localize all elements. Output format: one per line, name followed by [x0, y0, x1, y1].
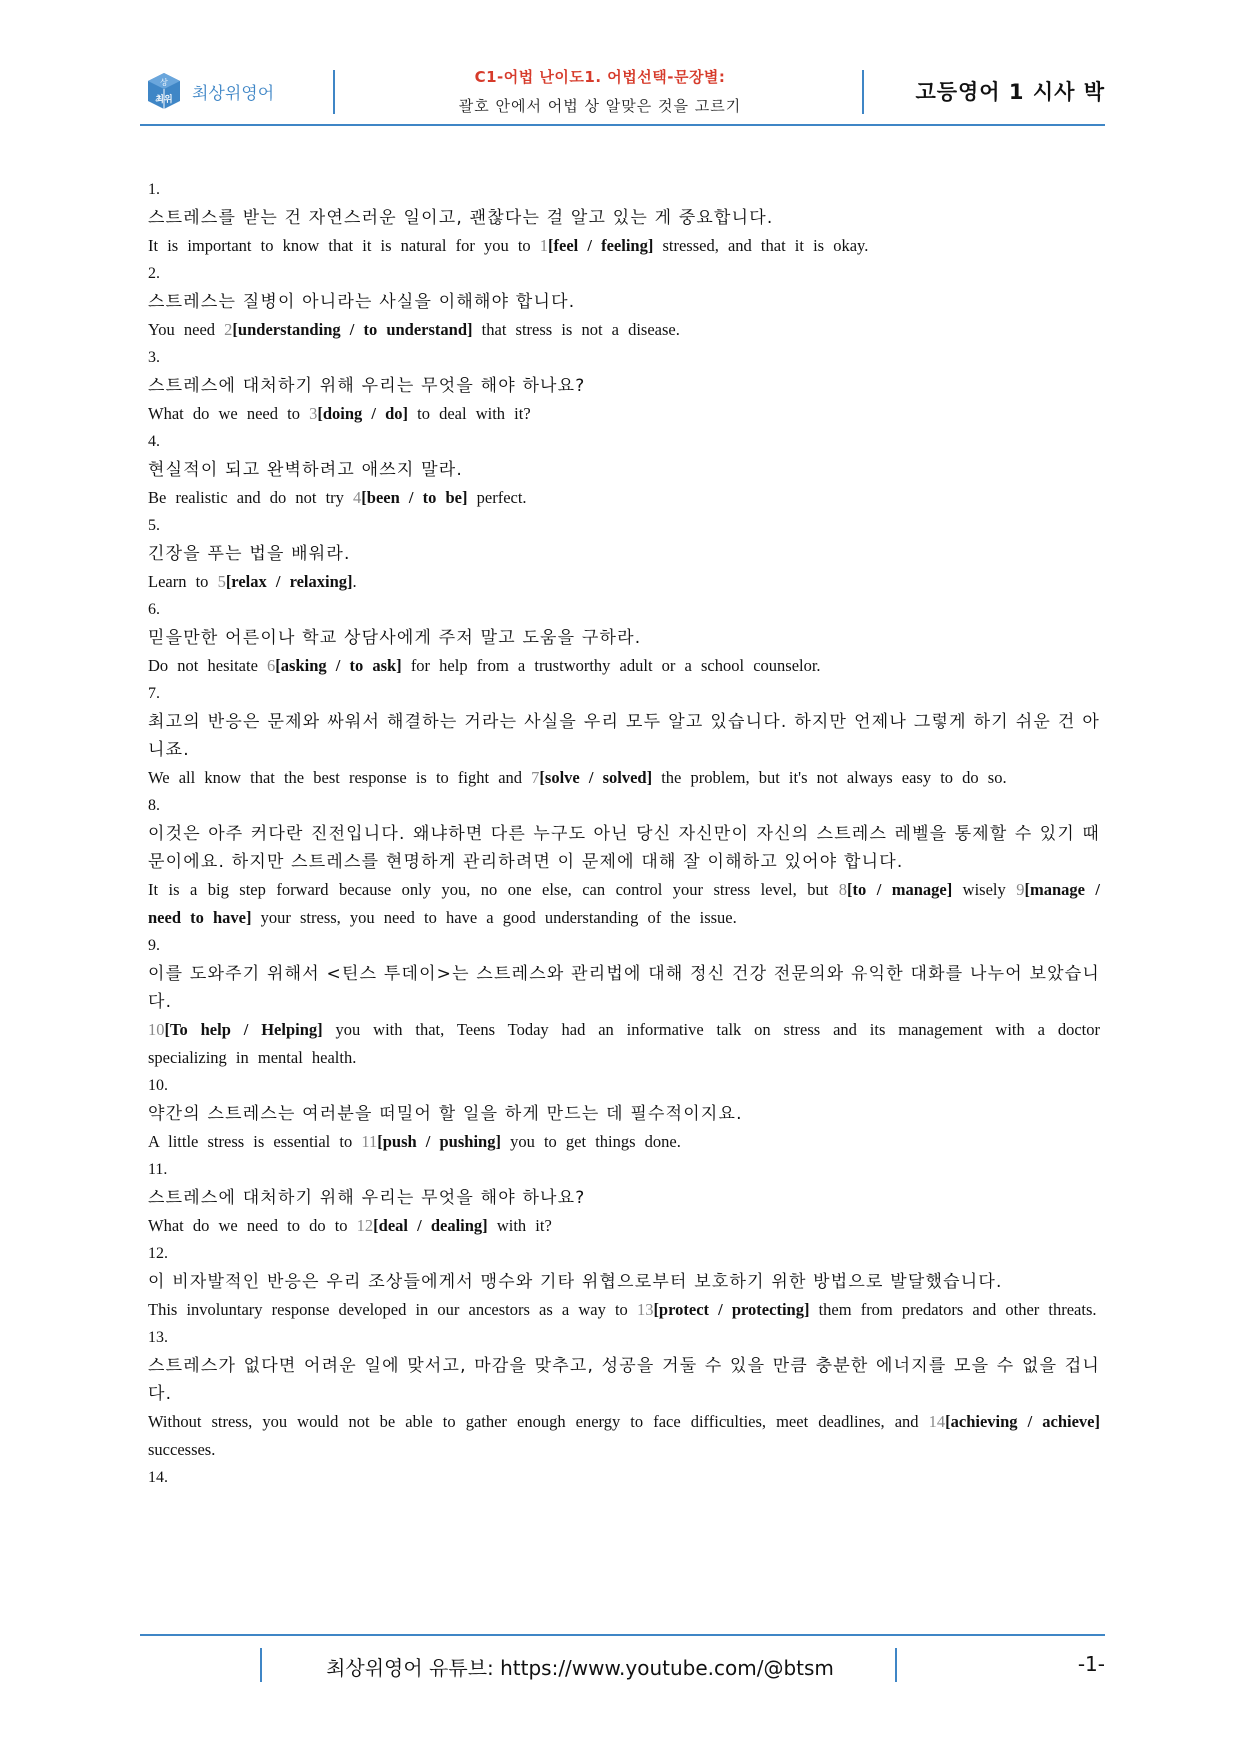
sentence-text: We all know that the best response is to fight and — [148, 768, 532, 787]
sentence-text: It is important to know that it is natural for you to — [148, 236, 540, 255]
header-divider — [862, 70, 864, 114]
question-number: 6. — [148, 601, 160, 618]
english-sentence — [148, 1212, 1100, 1240]
sentence-text: Be realistic and do not try — [148, 488, 354, 507]
english-sentence — [148, 568, 1100, 596]
footer-divider — [260, 1648, 262, 1682]
question-item — [148, 176, 1100, 260]
english-sentence — [148, 764, 1100, 792]
grammar-choice: [deal / dealing] — [373, 1216, 488, 1235]
blank-number: 3 — [309, 404, 318, 423]
grammar-choice: [asking / to ask] — [275, 656, 402, 675]
question-item — [148, 596, 1100, 680]
question-number: 8. — [148, 797, 160, 814]
cube-logo-icon — [146, 72, 182, 110]
question-list — [148, 176, 1100, 1492]
english-sentence — [148, 316, 1100, 344]
logo-text: 최상위영어 — [192, 83, 275, 104]
english-sentence — [148, 1016, 1100, 1072]
sentence-text: stressed, and that it is okay. — [653, 236, 869, 255]
blank-number: 11 — [361, 1132, 378, 1151]
english-sentence — [148, 400, 1100, 428]
page-number: -1- — [1077, 1652, 1105, 1676]
question-item — [148, 680, 1100, 792]
sentence-text: you to get things done. — [500, 1132, 681, 1151]
grammar-choice: [to / manage] — [847, 880, 953, 899]
blank-number: 14 — [928, 1412, 946, 1431]
grammar-choice: [relax / relaxing] — [225, 572, 353, 591]
korean-sentence: 믿을만한 어른이나 학교 상담사에게 주저 말고 도움을 구하라. — [148, 628, 642, 648]
grammar-choice: [protect / protecting] — [653, 1300, 810, 1319]
blank-number: 10 — [148, 1020, 165, 1039]
sentence-text: you with that, Teens Today had an informative talk on stress and its management with a doctor specializing in mental health. — [148, 1020, 1100, 1067]
question-item — [148, 512, 1100, 596]
grammar-choice: [been / to be] — [361, 488, 468, 507]
grammar-choice: [To help / Helping] — [164, 1020, 323, 1039]
question-number: 11. — [148, 1161, 168, 1178]
sentence-text: successes. — [148, 1440, 216, 1459]
korean-sentence: 현실적이 되고 완벽하려고 애쓰지 말라. — [148, 460, 463, 480]
sentence-text: the problem, but it's not always easy to do so. — [652, 768, 1007, 787]
english-sentence — [148, 652, 1100, 680]
question-item — [148, 792, 1100, 932]
blank-number: 12 — [356, 1216, 374, 1235]
question-item — [148, 1156, 1100, 1240]
header-rule — [140, 124, 1105, 126]
grammar-choice: [understanding / to understand] — [232, 320, 473, 339]
blank-number: 6 — [267, 656, 276, 675]
question-number: 4. — [148, 433, 160, 450]
sentence-text: wisely — [952, 880, 1017, 899]
korean-sentence: 스트레스를 받는 건 자연스러운 일이고, 괜찮다는 걸 알고 있는 게 중요합니다. — [148, 208, 774, 228]
english-sentence — [148, 1128, 1100, 1156]
grammar-choice: [achieving / achieve] — [945, 1412, 1100, 1431]
footer-rule — [140, 1634, 1105, 1636]
question-item — [148, 428, 1100, 512]
sentence-text: Do not hesitate — [148, 656, 268, 675]
korean-sentence: 스트레스가 없다면 어려운 일에 맞서고, 마감을 맞추고, 성공을 거둘 수 있을 만큼 충분한 에너지를 모을 수 없을 겁니다. — [148, 1356, 1100, 1404]
course-title: 고등영어 1 시사 박 — [915, 80, 1105, 104]
grammar-choice: [doing / do] — [317, 404, 409, 423]
grammar-choice: [solve / solved] — [539, 768, 653, 787]
korean-sentence: 스트레스는 질병이 아니라는 사실을 이해해야 합니다. — [148, 292, 576, 312]
footer-divider — [895, 1648, 897, 1682]
footer-youtube-link[interactable]: 최상위영어 유튜브: https://www.youtube.com/@btsm — [326, 1656, 834, 1680]
sentence-text: perfect. — [467, 488, 527, 507]
blank-number: 9 — [1016, 880, 1025, 899]
blank-number: 8 — [838, 880, 847, 899]
sentence-text: What do we need to do to — [148, 1216, 357, 1235]
question-item — [148, 260, 1100, 344]
grammar-choice: [feel / feeling] — [548, 236, 654, 255]
blank-number: 5 — [217, 572, 226, 591]
english-sentence — [148, 232, 1100, 260]
question-number: 9. — [148, 937, 160, 954]
korean-sentence: 최고의 반응은 문제와 싸워서 해결하는 거라는 사실을 우리 모두 알고 있습니다. 하지만 언제나 그렇게 하기 쉬운 건 아니죠. — [148, 712, 1100, 760]
korean-sentence: 스트레스에 대처하기 위해 우리는 무엇을 해야 하나요? — [148, 1188, 586, 1208]
question-number: 1. — [148, 181, 160, 198]
sentence-text: You need — [148, 320, 225, 339]
korean-sentence: 긴장을 푸는 법을 배워라. — [148, 544, 351, 564]
logo-mark-top: 상 — [160, 78, 168, 87]
sentence-text: that stress is not a disease. — [472, 320, 680, 339]
question-item — [148, 344, 1100, 428]
question-item — [148, 1240, 1100, 1324]
question-number: 7. — [148, 685, 160, 702]
sentence-text: for help from a trustworthy adult or a school counselor. — [401, 656, 821, 675]
sentence-text: What do we need to — [148, 404, 310, 423]
question-number: 12. — [148, 1245, 168, 1262]
blank-number: 1 — [539, 236, 549, 255]
sentence-text: It is a big step forward because only you, no one else, can control your stress level, but — [148, 880, 839, 899]
korean-sentence: 이를 도와주기 위해서 <틴스 투데이>는 스트레스와 관리법에 대해 정신 건강 전문의와 유익한 대화를 나누어 보았습니다. — [148, 964, 1100, 1012]
question-number: 5. — [148, 517, 160, 534]
question-number: 10. — [148, 1077, 168, 1094]
worksheet-subtitle: 괄호 안에서 어법 상 알맞은 것을 고르기 — [458, 97, 742, 115]
sentence-text: Learn to — [148, 572, 218, 591]
page-header — [0, 0, 1240, 130]
sentence-text: This involuntary response developed in our ancestors as a way to — [148, 1300, 637, 1319]
korean-sentence: 스트레스에 대처하기 위해 우리는 무엇을 해야 하나요? — [148, 376, 586, 396]
sentence-text: . — [352, 572, 357, 591]
question-number: 3. — [148, 349, 160, 366]
logo-mark-bottom: 최위 — [155, 95, 173, 105]
english-sentence — [148, 1296, 1100, 1324]
sentence-text: with it? — [487, 1216, 552, 1235]
brand-logo — [146, 72, 274, 110]
blank-number: 7 — [531, 768, 540, 787]
blank-number: 2 — [224, 320, 233, 339]
english-sentence — [148, 1408, 1100, 1464]
blank-number: 13 — [636, 1300, 654, 1319]
header-center — [345, 66, 855, 116]
sentence-text: A little stress is essential to — [148, 1132, 362, 1151]
korean-sentence: 이 비자발적인 반응은 우리 조상들에게서 맹수와 기타 위협으로부터 보호하기 위한 방법으로 발달했습니다. — [148, 1272, 1003, 1292]
worksheet-title: C1-어법 난이도1. 어법선택-문장별: — [474, 68, 726, 86]
question-number: 14. — [148, 1469, 168, 1486]
question-number: 13. — [148, 1329, 168, 1346]
grammar-choice: [manage / need to have] — [148, 880, 1100, 927]
sentence-text: to deal with it? — [408, 404, 531, 423]
blank-number: 4 — [353, 488, 362, 507]
english-sentence — [148, 876, 1100, 932]
grammar-choice: [push / pushing] — [377, 1132, 501, 1151]
header-divider — [333, 70, 335, 114]
korean-sentence: 이것은 아주 커다란 진전입니다. 왜냐하면 다른 누구도 아닌 당신 자신만이 자신의 스트레스 레벨을 통제할 수 있기 때문이에요. 하지만 스트레스를 현명하게 관리하려면 이 문제에 대해 잘 이해하고 있어야 합니다. — [148, 824, 1100, 872]
question-item — [148, 1072, 1100, 1156]
sentence-text: them from predators and other threats. — [809, 1300, 1097, 1319]
sentence-text: your stress, you need to have a good understanding of the issue. — [251, 908, 737, 927]
question-number: 2. — [148, 265, 160, 282]
sentence-text: Without stress, you would not be able to gather enough energy to face difficulties, meet deadlines, and — [148, 1412, 929, 1431]
question-item — [148, 1324, 1100, 1464]
korean-sentence: 약간의 스트레스는 여러분을 떠밀어 할 일을 하게 만드는 데 필수적이지요. — [148, 1104, 743, 1124]
question-item — [148, 1464, 1100, 1492]
question-item — [148, 932, 1100, 1072]
english-sentence — [148, 484, 1100, 512]
